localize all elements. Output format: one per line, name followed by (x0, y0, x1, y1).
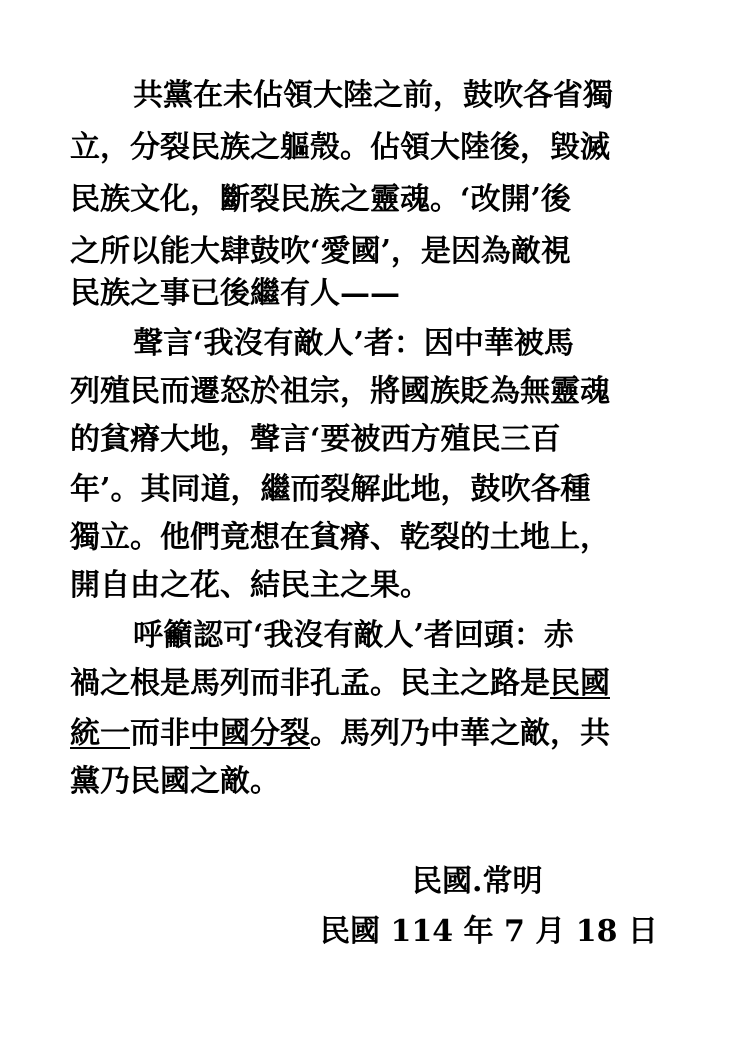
paragraph-2-line-4: 年’。其同道，繼而裂解此地，鼓吹各種 (70, 472, 591, 507)
underlined-zhongguo-split: 中國分裂 (190, 716, 310, 751)
paragraph-3-line-2 (70, 660, 670, 708)
paragraph-3-line-2-text: 禍之根是馬列而非孔孟。民主之路是 (70, 666, 550, 701)
paragraph-2-line-3: 的貧瘠大地，聲言‘要被西方殖民三百 (70, 422, 561, 457)
paragraph-3-line-1: 呼籲認可‘我沒有敵人’者回頭：赤 (133, 618, 574, 653)
paragraph-2-line-2: 列殖民而遷怒於祖宗，將國族貶為無靈魂 (70, 374, 610, 409)
underlined-minguo: 民國 (550, 666, 610, 701)
paragraph-1-line-2: 立，分裂民族之軀殼。佔領大陸後，毀滅 (70, 130, 610, 165)
paragraph-1-line-4: 之所以能大肆鼓吹‘愛國’，是因為敵視 (70, 234, 571, 269)
paragraph-1-line-5: 民族之事已後繼有人—— (70, 276, 400, 311)
paragraph-3-line-3-er-fei: 而非 (130, 716, 190, 751)
paragraph-2-line-6: 開自由之花、結民主之果。 (70, 568, 430, 603)
underlined-tongyi: 統一 (70, 716, 130, 751)
signature-date: 民國 114 年 7 月 18 日 (320, 914, 658, 949)
paragraph-3-line-4: 黨乃民國之敵。 (70, 764, 280, 799)
paragraph-3-line-3 (70, 710, 670, 758)
paragraph-2-line-5: 獨立。他們竟想在貧瘠、乾裂的土地上， (70, 520, 610, 555)
paragraph-1-line-1: 共黨在未佔領大陸之前，鼓吹各省獨 (133, 78, 613, 113)
paragraph-2-line-1: 聲言‘我沒有敵人’者：因中華被馬 (133, 326, 574, 361)
paragraph-1-line-3: 民族文化，斷裂民族之靈魂。‘改開’後 (70, 182, 571, 217)
signature-name: 民國.常明 (412, 864, 543, 899)
paragraph-3-line-3-rest: 。馬列乃中華之敵，共 (310, 716, 610, 751)
